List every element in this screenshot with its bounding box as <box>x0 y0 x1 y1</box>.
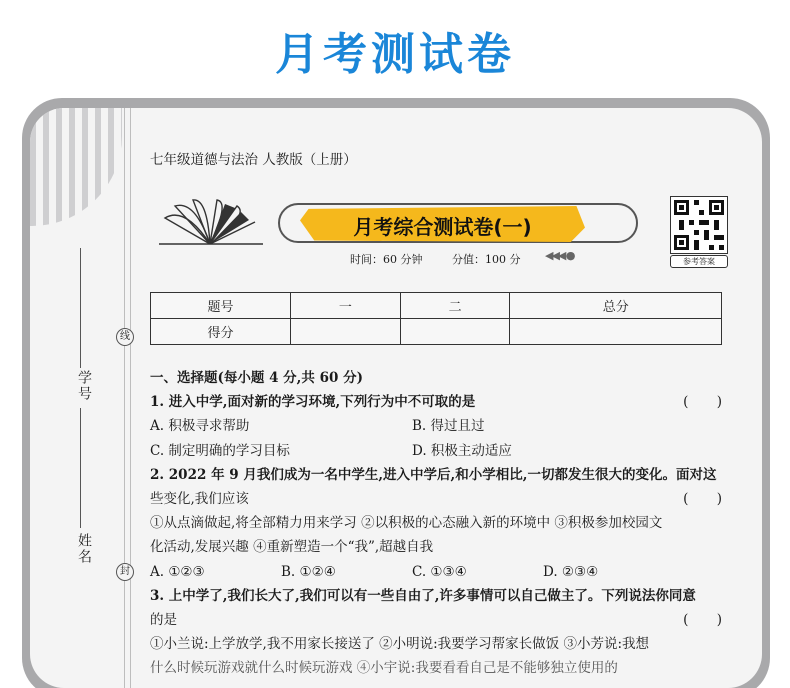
question-2-stem: 2. 2022 年 9 月我们成为一名中学生,进入中学后,和小学相比,一切都发生很大的变化。面对这 <box>150 466 717 483</box>
option: A. ①②③ <box>150 563 205 580</box>
question-stem: 1. 进入中学,面对新的学习环境,下列行为中不可取的是 <box>150 394 476 411</box>
option: B. 得过且过 <box>412 418 485 435</box>
option: A. 积极寻求帮助 <box>150 418 250 435</box>
qr-code[interactable] <box>670 196 728 254</box>
sidebar-rule <box>80 248 81 368</box>
qr-caption: 参考答案 <box>670 255 728 268</box>
option: D. 积极主动适应 <box>412 442 512 459</box>
exam-sheet <box>30 108 762 688</box>
table-header-cell: 题号 <box>151 293 291 319</box>
question-3 <box>150 608 740 632</box>
table-row <box>151 293 722 319</box>
decorative-stripes <box>30 108 122 226</box>
question-stem: 的是 <box>150 612 177 629</box>
exam-title: 月考综合测试卷(一) <box>353 215 532 239</box>
options-row <box>150 560 740 584</box>
score-cell[interactable] <box>510 319 722 345</box>
table-header-cell: 总分 <box>510 293 722 319</box>
question-1 <box>150 390 740 414</box>
student-name-label: 姓名 <box>76 533 92 565</box>
statement-line: ①小兰说:上学放学,我不用家长接送了 ②小明说:我要学习帮家长做饭 ③小芳说:我想 <box>150 636 650 653</box>
binding-line <box>124 108 125 688</box>
score-cell[interactable] <box>291 319 401 345</box>
exam-meta <box>350 251 547 267</box>
options-row <box>150 414 740 438</box>
table-header-cell: 一 <box>291 293 401 319</box>
statement-line: 什么时候玩游戏就什么时候玩游戏 ④小宇说:我要看看自己是不能够独立使用的 <box>150 660 618 677</box>
score-table <box>150 292 722 345</box>
student-number-label: 学号 <box>76 370 92 402</box>
binding-mark-seal: 封 <box>116 563 134 581</box>
question-3-stem: 3. 上中学了,我们长大了,我们可以有一些自由了,许多事情可以自己做主了。下列说法你同意 <box>150 587 696 604</box>
binding-mark-line: 线 <box>116 328 134 346</box>
answer-bracket[interactable]: ( ) <box>683 491 734 508</box>
exam-header <box>150 198 750 268</box>
answer-bracket[interactable]: ( ) <box>683 612 734 629</box>
table-header-cell: 二 <box>400 293 510 319</box>
question-2 <box>150 487 740 511</box>
score-cell[interactable] <box>400 319 510 345</box>
total-score: 分值：100 分 <box>452 253 521 266</box>
statement-line: ①从点滴做起,将全部精力用来学习 ②以积极的心态融入新的环境中 ③积极参加校园文 <box>150 515 663 532</box>
qr-code-icon <box>674 200 724 250</box>
option: C. 制定明确的学习目标 <box>150 442 290 459</box>
book-fan-icon <box>155 198 265 248</box>
statement-line: 化活动,发展兴趣 ④重新塑造一个“我”,超越自我 <box>150 539 434 556</box>
questions <box>150 366 740 681</box>
option: B. ①②④ <box>281 563 336 580</box>
table-row <box>151 319 722 345</box>
time-limit: 时间：60 分钟 <box>350 253 423 266</box>
options-row <box>150 439 740 463</box>
section-heading: 一、选择题(每小题 4 分,共 60 分) <box>150 370 363 386</box>
binding-line <box>130 108 131 688</box>
option: C. ①③④ <box>412 563 467 580</box>
subject-line: 七年级道德与法治 人教版（上册） <box>150 152 357 168</box>
question-stem: 些变化,我们应该 <box>150 491 249 508</box>
option: D. ②③④ <box>543 563 599 580</box>
arrow-decoration: ◀◀◀ ● <box>545 249 574 262</box>
answer-bracket[interactable]: ( ) <box>683 394 734 411</box>
banner-title: 月考测试卷 <box>275 29 515 80</box>
sidebar-rule <box>80 408 81 528</box>
exam-content <box>150 148 750 677</box>
table-row-label: 得分 <box>151 319 291 345</box>
